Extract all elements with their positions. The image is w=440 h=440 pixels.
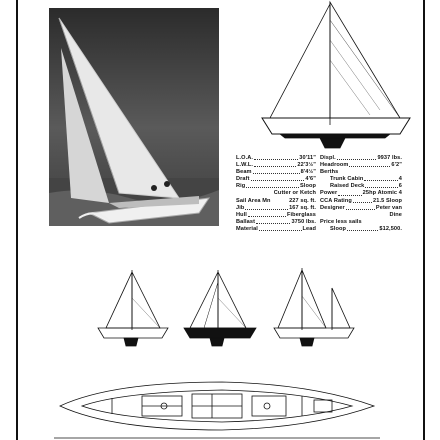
spec-value: 8'4½"	[300, 169, 316, 176]
spec-value: 25hp Atomic 4	[362, 190, 402, 197]
spec-value: 167 sq. ft.	[289, 204, 316, 211]
spec-label: Raised Deck	[330, 183, 365, 190]
spec-headroom	[320, 162, 402, 169]
spec-value: 30'11"	[299, 155, 316, 161]
spec-designer-cont: Dine	[389, 211, 402, 218]
spec-value: 9937 lbs.	[377, 155, 402, 161]
spec-value: 6'2"	[391, 162, 402, 169]
spec-cca-rating	[320, 198, 402, 205]
spec-beam	[236, 169, 316, 176]
spec-draft	[236, 176, 316, 183]
spec-label: Jib	[236, 204, 245, 211]
spec-label: Beam	[236, 169, 252, 176]
spec-raised-deck	[320, 183, 402, 190]
page-right-border	[423, 0, 425, 440]
spec-ballast	[236, 219, 316, 226]
spec-label: Sail Area Mn	[236, 197, 271, 204]
spec-value: Lead	[302, 225, 316, 232]
spec-label: Displ.	[320, 155, 336, 161]
spec-label: Designer	[320, 204, 345, 211]
spec-value: 6	[398, 183, 402, 190]
spec-hull	[236, 212, 316, 219]
spec-rig-alt	[236, 190, 316, 197]
spec-trunk-cabin	[320, 176, 402, 183]
spec-label: Sloop	[330, 225, 347, 232]
spec-value: 4	[398, 176, 402, 183]
spec-label: Berths	[320, 169, 339, 176]
spec-label: Material	[236, 225, 258, 232]
spec-value: 21.5 Sloop	[373, 197, 402, 204]
spec-designer	[320, 205, 402, 212]
spec-label: Draft	[236, 176, 250, 183]
spec-label: Power	[320, 190, 338, 197]
spec-value: 227 sq. ft.	[289, 197, 316, 204]
sloop-rig-drawing	[92, 268, 172, 348]
spec-displ	[320, 155, 402, 162]
page-left-border	[16, 0, 18, 440]
deck-layout-drawing	[52, 376, 382, 440]
spec-power	[320, 190, 402, 197]
spec-jib	[236, 205, 316, 212]
spec-price-label	[320, 219, 402, 226]
spec-label: Headroom	[320, 162, 349, 169]
sail-plan-drawing	[250, 0, 418, 150]
spec-price-sloop	[320, 226, 402, 233]
spec-label: L.W.L.	[236, 162, 254, 169]
spec-label: Price less sails	[320, 218, 362, 225]
spec-label: L.O.A.	[236, 155, 254, 161]
cutter-rig-drawing	[180, 268, 260, 348]
spec-value: 4'6"	[305, 176, 316, 183]
specs-left	[236, 155, 316, 233]
spec-value: Sloop	[299, 183, 316, 190]
spec-value: Cutter or Ketch	[273, 190, 316, 197]
spec-material	[236, 226, 316, 233]
spec-sail-area	[236, 198, 316, 205]
spec-label: Hull	[236, 211, 247, 218]
spec-label: Rig	[236, 183, 246, 190]
spec-value: $12,500.	[379, 225, 402, 232]
spec-value: Fiberglass	[287, 211, 316, 218]
ketch-rig-drawing	[270, 266, 356, 348]
spec-label: Trunk Cabin	[330, 176, 364, 183]
spec-label: Ballast	[236, 218, 256, 225]
spec-value: 22'3½"	[297, 162, 316, 169]
spec-berths	[320, 169, 402, 176]
spec-rig	[236, 183, 316, 190]
spec-value: 3750 lbs.	[291, 218, 316, 225]
spec-value: Peter van	[375, 204, 402, 211]
specs-right	[320, 155, 402, 233]
sailboat-photo	[49, 8, 219, 226]
spec-label: CCA Rating	[320, 197, 352, 204]
